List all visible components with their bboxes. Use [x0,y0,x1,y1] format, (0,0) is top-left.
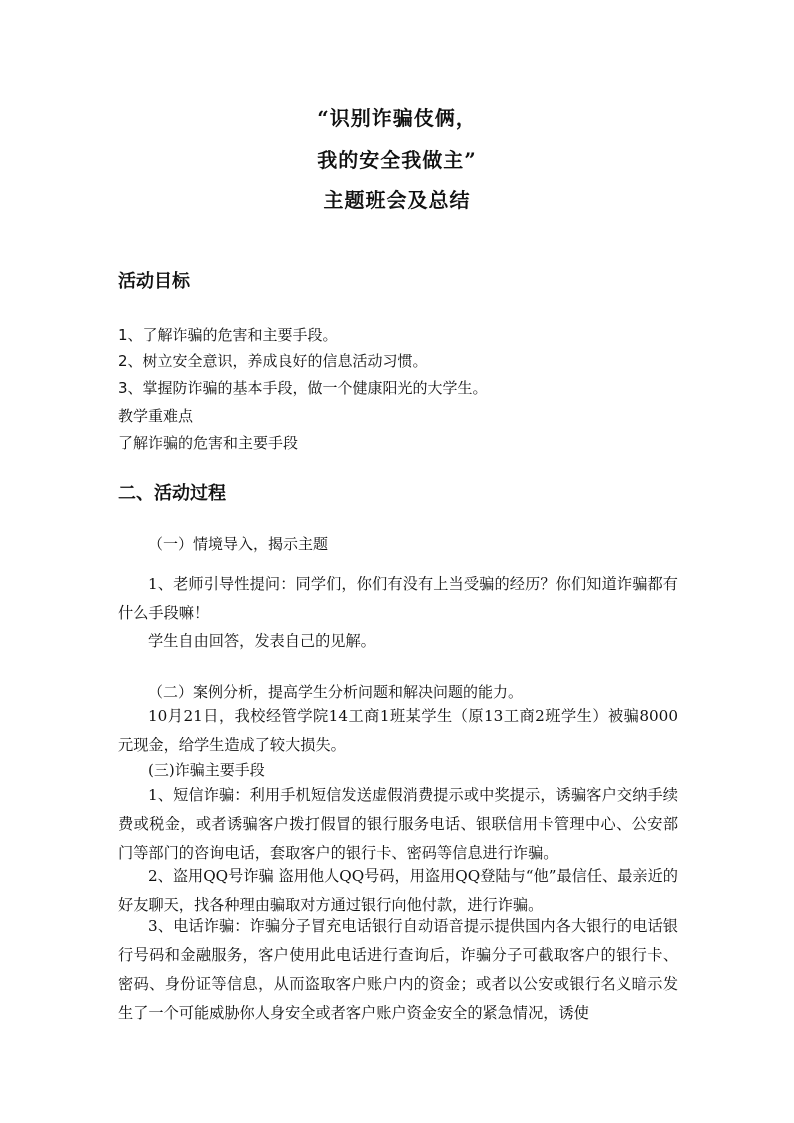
case-description: 10月21日，我校经管学院14工商1班某学生（原13工商2班学生）被骗8000元现金，给学生造成了较大损失。 [118,707,678,754]
student-answer: 学生自由回答，发表自己的见解。 [148,632,376,650]
section-2-heading: （二）案例分析，提高学生分析问题和解决问题的能力。 [148,683,524,701]
teacher-question: 1、老师引导性提问：同学们，你们有没有上当受骗的经历？你们知道诈骗都有什么手段嘛！ [118,575,678,622]
title-line-2: 我的安全我做主” [317,148,477,172]
title-line-1: “识别诈骗伎俩， [317,106,477,130]
objectives-heading: 活动目标 [118,271,190,292]
title-line-3: 主题班会及总结 [323,188,471,212]
objective-item-3: 3、掌握防诈骗的基本手段，做一个健康阳光的大学生。 [118,379,488,397]
objective-item-1: 1、了解诈骗的危害和主要手段。 [118,326,338,344]
objective-item-2: 2、树立安全意识，养成良好的信息活动习惯。 [118,352,428,370]
key-points-text: 了解诈骗的危害和主要手段 [118,434,299,452]
method-sms-fraud: 1、短信诈骗：利用手机短信发送虚假消费提示或中奖提示，诱骗客户交纳手续费或税金，或者诱骗客户拨打假冒的银行服务电话、银联信用卡管理中心、公安部门等部门的咨询电话，套取客户的银行卡、密码等信息进行诈骗。 [118,786,678,862]
section-3-heading: (三)诈骗主要手段 [148,761,265,779]
section-1-heading: （一）情境导入，揭示主题 [148,535,329,553]
process-heading: 二、活动过程 [118,483,226,504]
method-qq-fraud: 2、盗用QQ号诈骗 盗用他人QQ号码，用盗用QQ登陆与“他”最信任、最亲近的好友聊天，找各种理由骗取对方通过银行向他付款，进行诈骗。 [118,867,678,914]
key-points-heading: 教学重难点 [118,407,194,425]
method-phone-fraud: 3、电话诈骗：诈骗分子冒充电话银行自动语音提示提供国内各大银行的电话银行号码和金融服务，客户使用此电话进行查询后，诈骗分子可截取客户的银行卡、密码、身份证等信息，从而盗取客户账户内的资金；或者以公安或银行名义暗示发生了一个可能威胁你人身安全或者客户账户资金安全的紧急情况，诱使 [118,917,678,1022]
